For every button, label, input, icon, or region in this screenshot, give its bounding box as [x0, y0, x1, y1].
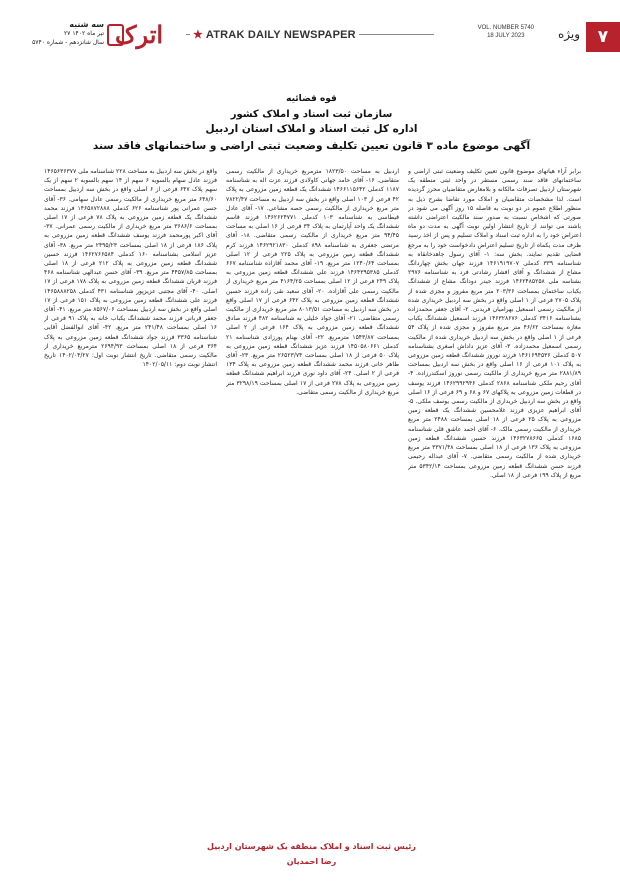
issue-day: سه شنبه [69, 20, 104, 29]
notice-heading-judiciary: قوه قضائیه [286, 94, 337, 104]
notice-column: برابر آراء هیاتهای موضوع قانون تعیین تکلیف وضعیت ثبتی اراضی و ساختمانهای فاقد سند رسمی مستقر در واحد ثبتی منطقه یک شهرستان اردبیل تصرفات مالکانه و بلامعارض متقاضیان محرز گردیده است. لذا مشخصات متقاضیان و املاک مورد تقاضا بشرح ذیل به منظور اطلاع عموم در دو نوبت به فاصله ۱۵ روز آگهی می شود در صورتی که اشخاص نسبت به صدور سند مالکیت اعتراضی داشته باشند می توانند از تاریخ انتشار اولین نوبت آگهی به مدت دو ماه اعتراض خود را به اداره ثبت اسناد و املاک تسلیم و پس از اخذ رسید ظرف مدت یکماه از تاریخ تسلیم اعتراض دادخواست خود را به مرجع قضایی تقدیم نمایند. بخش سه: ۱- آقای رسول جاهدخانقاه به شناسنامه ۳۳۹ کدملی ۱۴۶۱۹۱۹۷۰۷ فرزند جهان بخش چهاردانگ مشاع از ششدانگ و آقای افشار رشادتی فرد به شناسنامه ۲۹۷۶ بشناسه ملی ۱۴۶۲۴۸۵۲۵۸ فرزند حیدر دودانگ مشاع از ششدانگ یکباب ساختمان بمساحت ۲۰۳/۳۶ متر مربع مفروز و مجزی شده از پلاک ۲۷۰۵ فرعی از ۱ اصلی واقع در بخش سه اردبیل خریداری شده از مالکیت رسمی اسمعیل بهرامیان فریدنی. ۲- آقای جعفر محمدزاده بشناسنامه ۳۴۱۶ کدملی ۱۴۶۳۲۸۶۷۶ فرزند اسمعیل ششدانگ یکباب مغازه بمساحت ۴۶/۶۲ متر مربع مفروز و مجزی شده از پلاک ۵۴ فرعی از ۱ اصلی واقع در بخش سه اردبیل خریداری شده از مالکیت رسمی اسمعیل محمدزاده. ۳- آقای عزیز داداش اصغری بشناسنامه ۵۰۷ کدملی ۱۴۶۱۶۹۴۵۳۶ فرزند نوروز ششدانگ قطعه زمین مزروعی به پلاک ۱۰۱ فرعی از ۱۶ اصلی واقع در بخش سه اردبیل بمساحت ۲۸۸۱/۸۹ متر مربع خریداری از مالکیت رسمی نوروز اسکندرزاده. ۴- آقای رحیم ملکی شناسنامه ۲۸۶۸ کدملی ۱۴۶۲۹۹۲۹۴۶ فرزند یوسف در قطعات زمین مزروعی به پلاکهای ۶۷ و ۶۸ و ۶۹ فرعی از ۱۶ اصلی واقع در بخش سه اردبیل خریداری از مالکیت رسمی یوسف ملکی. ۵- آقای ابراهیم عزیزی فرزند غلامحسین ششدانگ یک قطعه زمین مزروعی به پلاک ۲۵ فرعی از ۱۸ اصلی بمساحت ۲۴۸۸ متر مربع خریداری از مالکیت رسمی مالک. ۶- آقای احمد عاشق قلی شناسنامه ۱۶۸۵ کدملی ۱۴۶۳۲۷۸۶۶۵ فرزند حسین ششدانگ قطعه زمین مزروعی به پلاک ۱۳۶ فرعی از ۱۸ اصلی بمساحت ۳۳۷۱/۴۸ متر مربع خریداری شده از مالکیت رسمی متقاضی. ۷- آقای عبداله رحیمی فرزند حسن ششدانگ قطعه زمین مزروعی بمساحت ۵۳۴۲/۱۴ متر مربع از پلاک ۱۹۹ فرعی از ۱۸ اصلی. [408, 168, 581, 479]
volume-line: VOL. NUMBER 5740 [477, 25, 534, 31]
notice-title: آگهی موضوع ماده ۳ قانون تعیین تکلیف وضعیت ثبتی اراضی و ساختمانهای فاقد سند [92, 140, 531, 152]
notice-column: اردبیل به مساحت ۱۸۲۳/۵۰ مترمربع خریداری از مالکیت رسمی متقاضی. ۱۶- آقای حامد جهانی کاولادی فرزند عزت اله به شناسنامه ۱۱۸۷ کدملی ۱۴۶۶۱۱۵۶۴۲ ششدانگ یک قطعه زمین مزروعی به پلاک ۴۲ فرعی از ۱۰۳ اصلی واقع در بخش سه اردبیل به مساحت ۷۸۲۲/۴۷ متر مربع خریداری از مالکیت رسمی حصه مشاعی. ۱۷- آقای عادل قیطاسی به شناسنامه ۱۰۳ کدملی ۱۴۶۲۶۲۴۷۷۱ فرزند قاسم ششدانگ یک واحد آپارتمان به پلاک ۳۴ فرعی از ۱۶ اصلی به مساحت ۹۴/۴۵ متر مربع خریداری از مالکیت رسمی متقاضی. ۱۸- آقای مرتضی جعفری به شناسنامه ۸۹۸ کدملی ۱۴۶۲۹۲۱۸۳۰ فرزند کرم ششدانگ قطعه زمین مزروعی به پلاک ۲۲۵ فرعی از ۱۲ اصلی بمساحت ۱۲۴۰/۶۴ متر مربع. ۱۹- آقای محمد آقازاده شناسنامه ۶۶۷ کدملی ۱۴۶۴۳۹۵۳۸۵ فرزند علی ششدانگ قطعه زمین مزروعی به پلاک ۲۴۹ فرعی از ۱۲ اصلی بمساحت ۴۱۶۴/۲۵ متر مربع خریداری از مالکیت رسمی علی آقازاده. ۲۰- آقای سعید نقی زاده فرزند حسین ششدانگ قطعه زمین مزروعی به پلاک ۶۴۲ فرعی از ۱۷ اصلی واقع در بخش سه اردبیل به مساحت ۸۰۱۳/۵۱ متر مربع خریداری از مالکیت رسمی متقاضی. ۲۱- آقای جواد خلیلی به شناسنامه ۴۸۲ فرزند صادق ششدانگ قطعه زمین مزروعی به پلاک ۱۶۴ فرعی از ۲ اصلی بمساحت ۱۵۴۳/۸۷ مترمربع. ۲۲- آقای بهنام پورزادی شناسنامه ۲۱ کدملی ۱۴۵۰۵۸۰۶۶۱ فرزند عزیز ششدانگ قطعه زمین مزروعی به پلاک ۵۰ فرعی از ۱۸ اصلی بمساحت ۲۶۵۲۳/۷۴ متر مربع. ۲۳- آقای طاهر خانی فرزند محمد ششدانگ قطعه زمین مزروعی به پلاک ۱۳۴ فرعی از ۲ اصلی. ۲۴- آقای داود نوری فرزند ابراهیم ششدانگ قطعه زمین مزروعی به پلاک ۲۷۸ فرعی از ۱۷ اصلی بمساحت ۳۲۹۸/۱۹ متر مربع خریداری از مالکیت رسمی متقاضی. [226, 168, 399, 396]
star-icon: ★ [193, 29, 204, 41]
issue-date-line: ۲۷ تیر ماه ۱۴۰۲ [63, 30, 104, 37]
page-header [0, 0, 620, 60]
notice-columns [42, 167, 581, 837]
issue-date [18, 20, 104, 47]
english-title [190, 28, 359, 41]
signatory-title: رئیس ثبت اسناد و املاک منطقه یک شهرستان اردبیل [207, 842, 416, 851]
volume-info [478, 24, 534, 40]
legal-notice [42, 82, 581, 877]
newspaper-logo [107, 14, 177, 56]
english-title-text: ATRAK DAILY NEWSPAPER [205, 29, 356, 41]
notice-heading-office: اداره کل ثبت اسناد و املاک استان اردبیل [205, 123, 418, 135]
notice-column: واقع در بخش سه اردبیل به مساحت ۲۲۸ شناسنامه ملی ۱۴۶۵۶۳۶۳۷۷ فرزند عادل سهام بالسویه ۶ سهم از ۱۴ سهم بالسویه ۲ سهم از یک سهم پلاک ۶۴۷ فرعی از ۶ اصلی واقع در بخش سه اردبیل بمساحت ۶۴۸/۶۰ متر مربع خریداری از مالکیت رسمی عادل سهامی. ۳۶- آقای حسن عمرانی پور شناسنامه ۶۲۶ کدملی ۱۴۶۵۸۷۲۸۸۸ فرزند محمد ششدانگ یک قطعه زمین مزروعی به پلاک ۷۸ فرعی از ۱۷ اصلی بمساحت ۳۶۸۶/۶ متر مربع خریداری از مالکیت رسمی عمرانی. ۳۷- آقای اکبر پورمحمد فرزند یوسف ششدانگ قطعه زمین مزروعی به پلاک ۱۸۶ فرعی از ۱۸ اصلی بمساحت ۲۴۹۵/۲۳ متر مربع. ۳۸- آقای عزیز اسلامی بشناسنامه ۱۶۰ کدملی ۱۴۶۲۷۶۶۵۸۴ فرزند حسین ششدانگ قطعه زمین مزروعی به پلاک ۲۱۲ فرعی از ۱۸ اصلی بمساحت ۴۴۵۷/۸۵ متر مربع. ۳۹- آقای حسن عبدالهی شناسنامه ۴۶۸ فرزند قربان ششدانگ قطعه زمین مزروعی به پلاک ۱۷۸ فرعی از ۱۷ اصلی. ۴۰- آقای مجتبی عزیزپور شناسنامه ۴۳۱ کدملی ۱۴۶۵۸۸۸۲۵۸ فرزند علی ششدانگ قطعه زمین مزروعی به پلاک ۱۵۱ فرعی از ۱۷ اصلی واقع در بخش سه اردبیل بمساحت ۸۵۶۷/۰۶ متر مربع. ۴۱- آقای جعفر قربانی فرزند محمد ششدانگ یکباب خانه به پلاک ۹۱ فرعی از ۱۶ اصلی بمساحت ۲۴۱/۴۸ متر مربع. ۴۲- آقای ابوالفضل آقایی شناسنامه ۳۳۶۵ فرزند جواد ششدانگ قطعه زمین مزروعی به پلاک ۳۶۴ فرعی از ۱۸ اصلی بمساحت ۲۶۹۴/۹۳ مترمربع خریداری از مالکیت رسمی متقاضی. تاریخ انتشار نوبت اول: ۱۴۰۲/۰۴/۲۷ تاریخ انتشار نوبت دوم: ۱۴۰۲/۰۵/۱۱ [44, 168, 217, 369]
page-number: ۷ [586, 22, 620, 52]
signatory-name: رضا احمدیان [286, 857, 337, 866]
logo-text: اترک [115, 20, 164, 49]
section-label: ویژه [557, 27, 580, 41]
issue-number-line: سال شانزدهم - شماره ۵۷۴۰ [32, 39, 104, 46]
volume-date: 18 JULY 2023 [487, 33, 525, 39]
notice-heading-organization: سازمان ثبت اسناد و املاک کشور [230, 109, 393, 120]
